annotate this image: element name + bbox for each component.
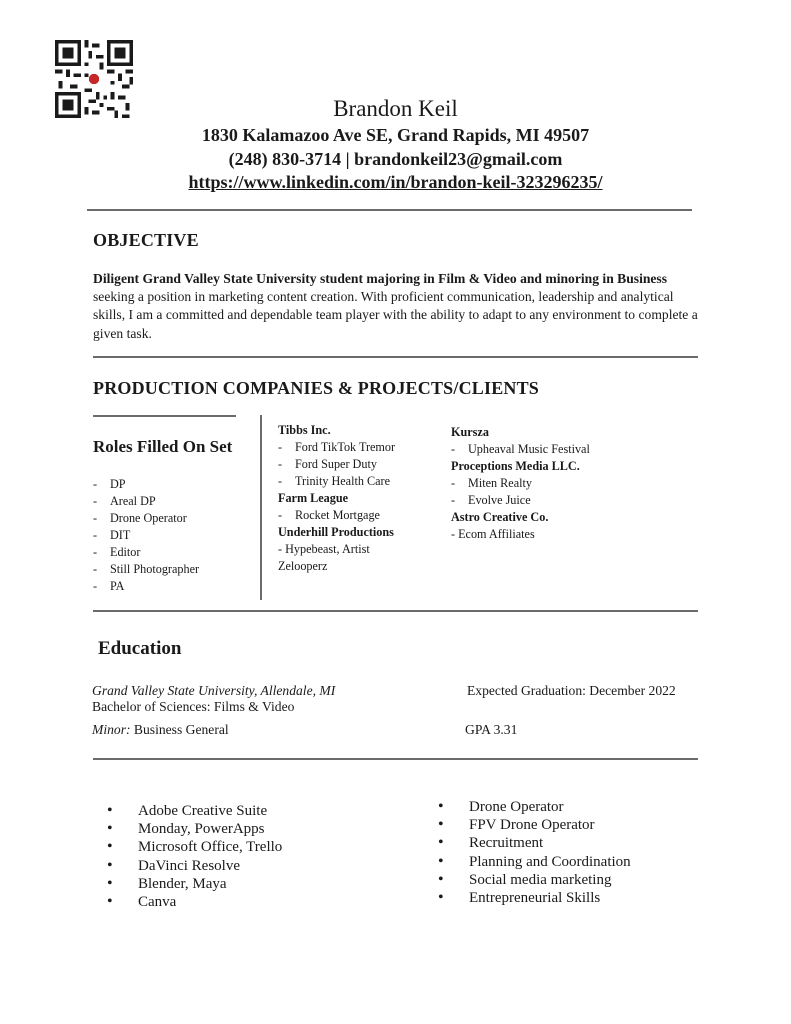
list-item: • Monday, PowerApps (107, 820, 282, 838)
column-divider (260, 415, 262, 600)
list-item: - Still Photographer (93, 561, 199, 578)
list-item: - Rocket Mortgage (278, 507, 443, 524)
list-item: • Adobe Creative Suite (107, 802, 282, 820)
company-name: Farm League (278, 491, 349, 505)
minor-value: Business General (130, 722, 229, 737)
companies-column-1 (278, 422, 443, 575)
list-item: - Evolve Juice (451, 492, 651, 509)
school-name: Grand Valley State University, Allendale, MI (92, 683, 336, 698)
company-name: Proceptions Media LLC. (451, 459, 580, 473)
list-item: - DIT (93, 527, 199, 544)
objective-body-text: seeking a position in marketing content creation. With proficient communication, leadership and analytical skills, I am a committed and dependable team player with the ability to adapt to any environment to complete a given task. (93, 289, 698, 341)
list-item: - Trinity Health Care (278, 473, 443, 490)
list-item: - Areal DP (93, 493, 199, 510)
objective-bold-text: Diligent Grand Valley State University student majoring in Film & Video and minoring in Business (93, 271, 668, 286)
companies-column-2 (451, 424, 651, 543)
linkedin-link[interactable]: https://www.linkedin.com/in/brandon-keil-323296235/ (188, 172, 603, 192)
gpa: GPA 3.31 (465, 722, 518, 737)
objective-text (93, 270, 703, 343)
list-item: - Miten Realty (451, 475, 651, 492)
graduation-date: Expected Graduation: December 2022 (467, 683, 676, 698)
education-title: Education (98, 638, 182, 659)
skills-list-left (107, 802, 282, 911)
contact-info: (248) 830-3714 | brandonkeil23@gmail.com (228, 149, 563, 169)
divider (93, 610, 698, 612)
list-item: - Ford TikTok Tremor (278, 439, 443, 456)
project-line: - Ecom Affiliates (451, 527, 535, 541)
roles-title: Roles Filled On Set (93, 437, 233, 456)
roles-list (93, 476, 199, 595)
list-item: - DP (93, 476, 199, 493)
company-name: Kursza (451, 425, 489, 439)
address: 1830 Kalamazoo Ave SE, Grand Rapids, MI 49507 (201, 125, 590, 145)
divider (93, 758, 698, 760)
skills-list-right (438, 798, 631, 907)
list-item: • Social media marketing (438, 871, 631, 889)
list-item: • Planning and Coordination (438, 853, 631, 871)
project-line: Zelooperz (278, 559, 328, 573)
degree: Bachelor of Sciences: Films & Video (92, 699, 295, 714)
list-item: - Ford Super Duty (278, 456, 443, 473)
minor-label: Minor: (92, 722, 131, 737)
divider (87, 209, 692, 211)
list-item: • FPV Drone Operator (438, 816, 631, 834)
company-name: Astro Creative Co. (451, 510, 549, 524)
company-name: Tibbs Inc. (278, 423, 331, 437)
divider (93, 415, 236, 417)
project-line: - Hypebeast, Artist (278, 542, 370, 556)
resume-name: Brandon Keil (333, 96, 458, 121)
objective-title: OBJECTIVE (93, 230, 199, 250)
list-item: - Upheaval Music Festival (451, 441, 651, 458)
production-title: PRODUCTION COMPANIES & PROJECTS/CLIENTS (93, 378, 540, 398)
list-item: • Blender, Maya (107, 875, 282, 893)
divider (93, 356, 698, 358)
list-item: - Editor (93, 544, 199, 561)
list-item: • DaVinci Resolve (107, 857, 282, 875)
list-item: • Drone Operator (438, 798, 631, 816)
list-item: • Entrepreneurial Skills (438, 889, 631, 907)
list-item: • Recruitment (438, 834, 631, 852)
list-item: - Drone Operator (93, 510, 199, 527)
list-item: - PA (93, 578, 199, 595)
list-item: • Microsoft Office, Trello (107, 838, 282, 856)
minor (92, 722, 229, 738)
company-name: Underhill Productions (278, 525, 394, 539)
list-item: • Canva (107, 893, 282, 911)
